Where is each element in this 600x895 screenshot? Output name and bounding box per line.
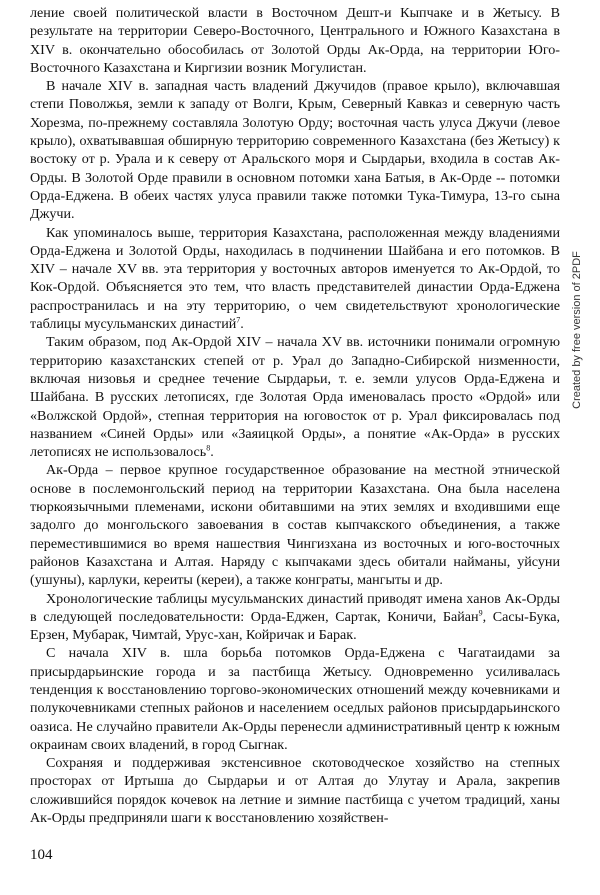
paragraph-5: Ак-Орда – первое крупное государственное образование на местной этнической основе в послемонгольский период на территории Казахстана. Она была населена тюркоязычными племенами, искони обитавшими на этих землях и входившими еще задолго до монгольского завоевания в состав кыпчакского объединения, а также переместившимися во время нашествия Чингизхана из восточных и юго-восточных районов Казахстана и Алтая. Наряду с кыпчаками здесь обитали найманы, уйсуни (ушуны), карлуки, кереиты (кереи), а также конграты, мангыты и др.	[30, 462, 560, 589]
page-body	[30, 4, 560, 827]
paragraph-1: ление своей политической власти в Восточном Дешт-и Кыпчаке и в Жетысу. В результате на территории Северо-Восточного, Центрального и Южного Казахстана в XIV в. окончательно обособилась от Золотой Орды Ак-Орда, на территории Юго-Восточного Казахстана и Киргизии возник Могулистан.	[30, 5, 560, 76]
page-number: 104	[30, 847, 53, 863]
paragraph-3: Как упоминалось выше, территория Казахстана, расположенная между владениями Орда-Еджена и Золотой Орды, находилась в подчинении Шайбана и его потомков. В XIV – начале XV вв. эта территория у восточных авторов именуется то Ак-Ордой, то Кок-Ордой. Объясняется это тем, что власть представителей династии Орда-Еджена распространилась и на эту территорию, о чем свидетельствуют хронологические таблицы мусульманских династий$^7$.	[30, 224, 560, 333]
footnote-ref-7: 7	[236, 315, 241, 325]
paragraph-8: Сохраняя и поддерживая экстенсивное скотоводческое хозяйство на степных просторах от Иртыша до Сырдарьи и от Алтая до Улутау и Арала, закрепив сложившийся порядок кочевок на летние и зимние пастбища с учетом традиций, ханы Ак-Орды предприняли шаги к восстановлению хозяйствен-	[30, 755, 560, 827]
watermark-text: Created by free version of 2PDF	[571, 251, 583, 409]
paragraph-2: В начале XIV в. западная часть владений Джучидов (правое крыло), включавшая степи Поволжья, земли к западу от Волги, Крым, Северный Кавказ и северную часть Хорезма, по-прежнему составляла Золотую Орду; восточная часть улуса Джучи (левое крыло), охватывавшая обширную территорию современного Казахстана (без Жетысу) к востоку от р. Урала и к северу от Аральского моря и Сырдарьи, входила в состав Ак-Орды. В Золотой Орде правили в основном потомки хана Батыя, в Ак-Орде -- потомки Орда-Еджена. В обеих частях улуса правили также потомки Тука-Тимура, 13-го сына Джучи.	[30, 78, 560, 223]
watermark	[568, 100, 586, 560]
paragraph-6: Хронологические таблицы мусульманских династий приводят имена ханов Ак-Орды в следующей последовательности: Орда-Еджен, Сартак, Коничи, Байан$^9$, Сасы-Бука, Ерзен, Мубарак, Чимтай, Урус-хан, Койричак и Барак.	[30, 590, 561, 644]
paragraph-7: С начала XIV в. шла борьба потомков Орда-Еджена с Чагатаидами за присырдарьинские города и за пастбища Жетысу. Одновременно усиливалась тенденция к восстановлению торгово-экономических отношений между кочевниками и полукочевниками степных районов и населением оседлых районов присырдарьинского оазиса. Не случайно правители Ак-Орды перенесли административный центр к южным окраинам своих владений, в город Сыгнак.	[30, 645, 560, 753]
footnote-ref-9: 9	[478, 608, 483, 618]
paragraph-4: Таким образом, под Ак-Ордой XIV – начала XV вв. источники понимали огромную территорию казахстанских степей от р. Урал до Западно-Сибирской низменности, включая низовья и среднее течение Сырдарьи, т. е. земли улусов Орда-Еджена и Шайбана. В русских летописях, где Золотая Орда именовалась просто «Ордой» или «Волжской Ордой», степная территория на юговосток от р. Урал фиксировалась под названием «Синей Орды» или «Заяицкой Орды», а понятие «Ак-Орда» в русских летописях не использовалось$^8$.	[30, 334, 560, 461]
footnote-ref-8: 8	[206, 443, 211, 453]
